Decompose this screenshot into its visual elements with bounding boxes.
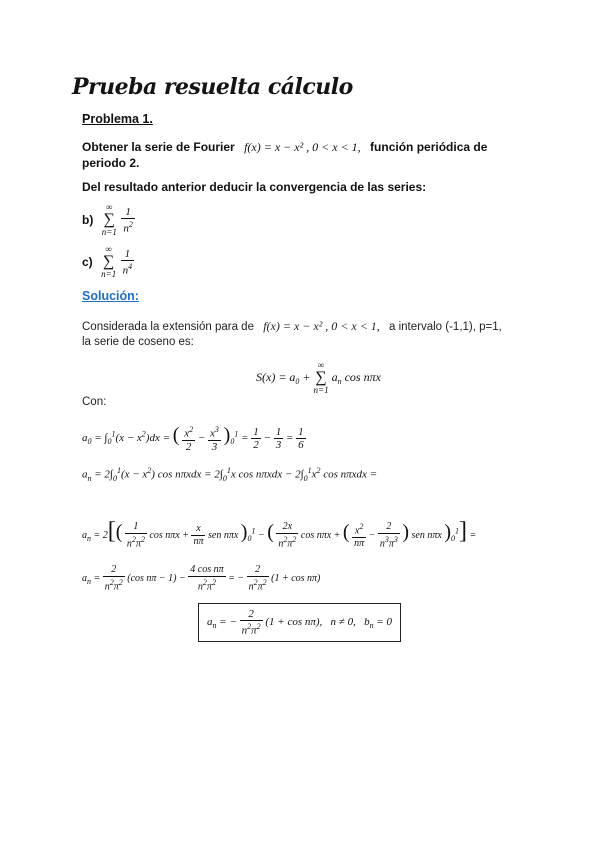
solution-text — [82, 318, 522, 335]
series-b: b) ∞ ∑ n=1 $\frac{1}{n^2}$ — [82, 202, 133, 237]
sol-text-3: la serie de coseno es: — [82, 336, 194, 348]
a0-formula: $a_0 = \int_0^1(x - x^2)dx$ = ( $\frac{x^2}{2}$ − $\frac{x^3}{3}$ )$_0^1$ = $\frac{1}{2}$ − $\frac{1}{3}$ = $\frac{1}{6}$ — [82, 424, 304, 453]
an-expansion-formula: $a_n = 2$[( $\frac{1}{n^2\pi^2}$ cos nπx + $\frac{x}{n\pi}$ sen nπx )$_0^1$ − ( $\frac{2x}{n^2\pi^2}$ cos nπx + ( $\frac{x^2}{n\pi}$ − $\frac{2}{n^3\pi^3}$ ) sen nπx )$_0^1$] = — [82, 518, 477, 550]
item-b-label: b) — [82, 213, 94, 227]
statement-text-2: función periódica de — [370, 140, 488, 154]
an-result-formula: $a_n$ = $\frac{2}{n^2\pi^2}$ (cos nπ − 1) − $\frac{\text{4 cos nπ}}{n^2\pi^2}$ = − $\frac{2}{n^2\pi^2}$ (1 + cos nπ) — [82, 564, 321, 593]
statement-text-1: Obtener la serie de Fourier — [82, 140, 235, 154]
statement-function: f(x) = x − x² , 0 < x < 1, — [244, 140, 361, 154]
series-formula: $S(x) = a_0$ + ∞ ∑ n=1 $a_n$ cos nπx — [256, 360, 381, 395]
sol-text-1: Considerada la extensión para de — [82, 321, 254, 333]
item-c-label: c) — [82, 255, 93, 269]
solution-heading: Solución: — [82, 289, 139, 303]
problem-statement — [82, 139, 502, 155]
series-c: c) ∞ ∑ n=1 $\frac{1}{n^4}$ — [82, 244, 133, 279]
final-result-box: $a_n$ = − $\frac{2}{n^2\pi^2}$ (1 + cos nπ), n ≠ 0, $b_n = 0$ — [198, 603, 401, 642]
an-integral-formula: $a_n = 2\int_0^1(x - x^2)$ $\cos n\pi xdx = 2\int_0^1x$ $\cos n\pi xdx - 2\int_0^1x^2$ cos nπxdx = — [82, 466, 378, 483]
statement-text-4: Del resultado anterior deducir la convergencia de las series: — [82, 180, 427, 194]
con-label: Con: — [82, 396, 107, 408]
problem-heading: Problema 1. — [82, 112, 153, 126]
sol-text-2: a intervalo (-1,1), p=1, — [389, 321, 502, 333]
page-title: Prueba resuelta cálculo — [72, 74, 353, 100]
statement-text-3: periodo 2. — [82, 156, 140, 170]
sol-function: f(x) = x − x² , 0 < x < 1, — [263, 319, 380, 333]
